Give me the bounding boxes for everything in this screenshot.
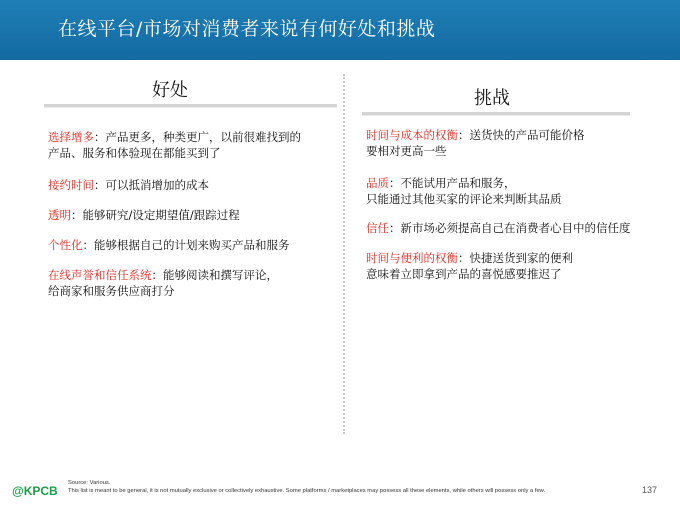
benefits-rule [44, 104, 337, 107]
kpcb-logo: @KPCB [12, 484, 58, 498]
header-bar [0, 0, 680, 60]
page-number: 137 [642, 485, 658, 495]
benefit-item-choice: 选择增多：产品更多，种类更广，以前很难找到的 产品、服务和体验现在都能买到了 [48, 130, 301, 160]
benefits-title: 好处 [152, 80, 188, 101]
footer-source: Source: Various. [68, 480, 111, 486]
challenge-item-quality: 品质：不能试用产品和服务， 只能通过其他买家的评论来判断其品质 [366, 176, 562, 206]
benefit-item-time: 接约时间：可以抵消增加的成本 [48, 178, 209, 192]
challenge-item-time-cost: 时间与成本的权衡：送货快的产品可能价格 要相对更高一些 [366, 128, 585, 158]
challenge-item-trust: 信任：新市场必须提高自己在消费者心目中的信任度 [366, 221, 631, 235]
challenges-rule [362, 112, 630, 115]
benefit-item-reputation: 在线声誉和信任系统：能够阅读和撰写评论， 给商家和服务供应商打分 [48, 268, 278, 298]
challenges-title: 挑战 [474, 88, 510, 109]
page-title: 在线平台/市场对消费者来说有何好处和挑战 [58, 18, 436, 40]
benefit-item-personalization: 个性化：能够根据自己的计划来购买产品和服务 [48, 238, 290, 252]
benefit-item-transparency: 透明：能够研究/设定期望值/跟踪过程 [48, 208, 240, 222]
challenge-item-time-convenience: 时间与便利的权衡：快捷送货到家的便利 意味着立即拿到产品的喜悦感要推迟了 [366, 251, 573, 281]
footer-disclaimer: This list is meant to be general, it is not mutually exclusive or collectively exhaustive. Some platforms / marketplaces may possess all these elements, while others will possess only a few. [68, 488, 546, 494]
column-divider [343, 74, 345, 434]
footer-note [68, 479, 545, 495]
